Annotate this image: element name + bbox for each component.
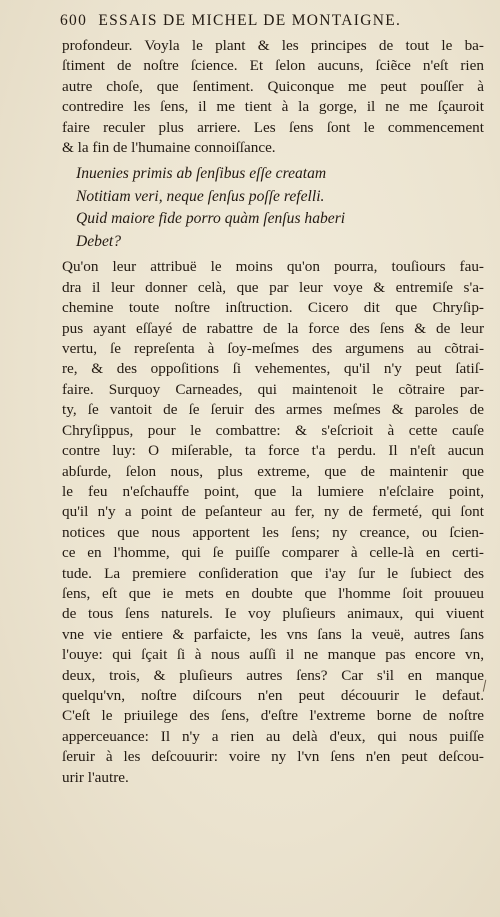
text-line: C'eſt le priuilege des ſens, d'eſtre l'extreme borne de noſtre xyxy=(62,707,484,725)
text-line: urir l'autre. xyxy=(62,768,129,786)
paragraph-after-quote xyxy=(62,257,484,788)
text-line: qu'il n'y a point de peſanteur au fer, ny de fermeté, qui ſont xyxy=(62,503,484,521)
text-line: le feu n'eſchauffe point, que la lumiere n'eſclaire point, xyxy=(62,482,484,500)
text-line: & la fin de l'humaine connoiſſance. xyxy=(62,139,276,157)
page-number: 600 xyxy=(60,12,88,29)
latin-quotation xyxy=(76,163,484,253)
text-line: de tous ſens naturels. Ie voy pluſieurs animaux, qui viuent xyxy=(62,605,484,623)
quote-line: Inuenies primis ab ſenſibus eſſe creatam xyxy=(76,165,327,183)
text-line: Qu'on leur attribuë le moins qu'on pourra, touſiours fau- xyxy=(62,258,484,276)
text-line: profondeur. Voyla le plant & les principes de tout le ba- xyxy=(62,37,484,54)
text-line: chemine toute noſtre inſtruction. Cicero dit que Chryſip- xyxy=(62,299,484,317)
text-line: pus ayant eſſayé de rabattre de la force des ſens & de leur xyxy=(62,319,484,337)
text-line: dra il leur donner celà, que par leur voye & entremiſe s'a- xyxy=(62,278,484,296)
text-line: ce en l'homme, qui ſe puiſſe comparer à celle-là en certi- xyxy=(62,544,484,562)
text-line: faire reculer plus arriere. Les ſens ſont le commencement xyxy=(62,118,484,136)
text-line: quelqu'vn, noſtre diſcours n'en peut découurir le defaut. xyxy=(62,686,484,704)
text-line: notices que nous apportent les ſens; ny creance, ou ſcien- xyxy=(62,523,484,541)
quote-line: Notitiam veri, neque ſenſus poſſe refelli. xyxy=(76,187,325,205)
text-line: contre luy: O miſerable, ta force t'a perdu. Il n'eſt aucun xyxy=(62,442,484,460)
text-line: ſens, eſt que ie mets en doubte que l'homme ſoit prouueu xyxy=(62,584,484,602)
quote-line: Quid maiore fide porro quàm ſenſus haberi xyxy=(76,210,346,228)
text-line: tude. La premiere conſideration que i'ay ſur le ſubiect des xyxy=(62,564,484,582)
main-text xyxy=(62,36,484,788)
text-line: contredire les ſens, il me tient à la gorge, il ne me ſçauroit xyxy=(62,98,484,116)
text-line: abſurde, ſelon nous, plus extreme, que de maintenir que xyxy=(62,462,484,480)
text-line: vne vie entiere & parfaicte, les vns ſans la veuë, autres ſans xyxy=(62,625,484,643)
text-line: vertu, ſe repreſenta à ſoy-meſmes des argumens au cõtrai- xyxy=(62,340,484,358)
quote-line: Debet? xyxy=(76,232,122,250)
text-line: re, & des oppoſitions ſi vehementes, qu'il n'y peut ſatiſ- xyxy=(62,360,484,378)
text-line: deux, trois, & pluſieurs autres ſens? Car s'il en manque xyxy=(62,666,484,684)
text-line: l'ouye: qui ſçait ſi à nous auſſi il ne manque pas encore vn, xyxy=(62,646,484,664)
margin-mark xyxy=(483,680,489,693)
paragraph-before-quote xyxy=(62,36,484,158)
running-title: ESSAIS DE MICHEL DE MONTAIGNE. xyxy=(98,12,402,29)
text-line: autre choſe, que ſentiment. Quiconque me peut pouſſer à xyxy=(62,77,484,95)
text-line: ty, ſe vantoit de ſe ſeruir des armes meſmes & paroles de xyxy=(62,401,484,419)
text-line: faire. Surquoy Carneades, qui maintenoit le cõtraire par- xyxy=(62,380,484,398)
text-line: ſtiment de noſtre ſcience. Et ſelon aucuns, ſciẽce n'eſt rien xyxy=(62,57,484,75)
text-line: ſeruir à les deſcouurir: voire ny l'vn ſens n'en peut deſcou- xyxy=(62,748,484,766)
text-line: Chryſippus, pour le combattre: & s'eſcrioit à cette cauſe xyxy=(62,421,484,439)
text-line: apperceuance: Il n'y a rien au delà d'eux, qui nous puiſſe xyxy=(62,727,484,745)
page-header xyxy=(60,12,480,30)
